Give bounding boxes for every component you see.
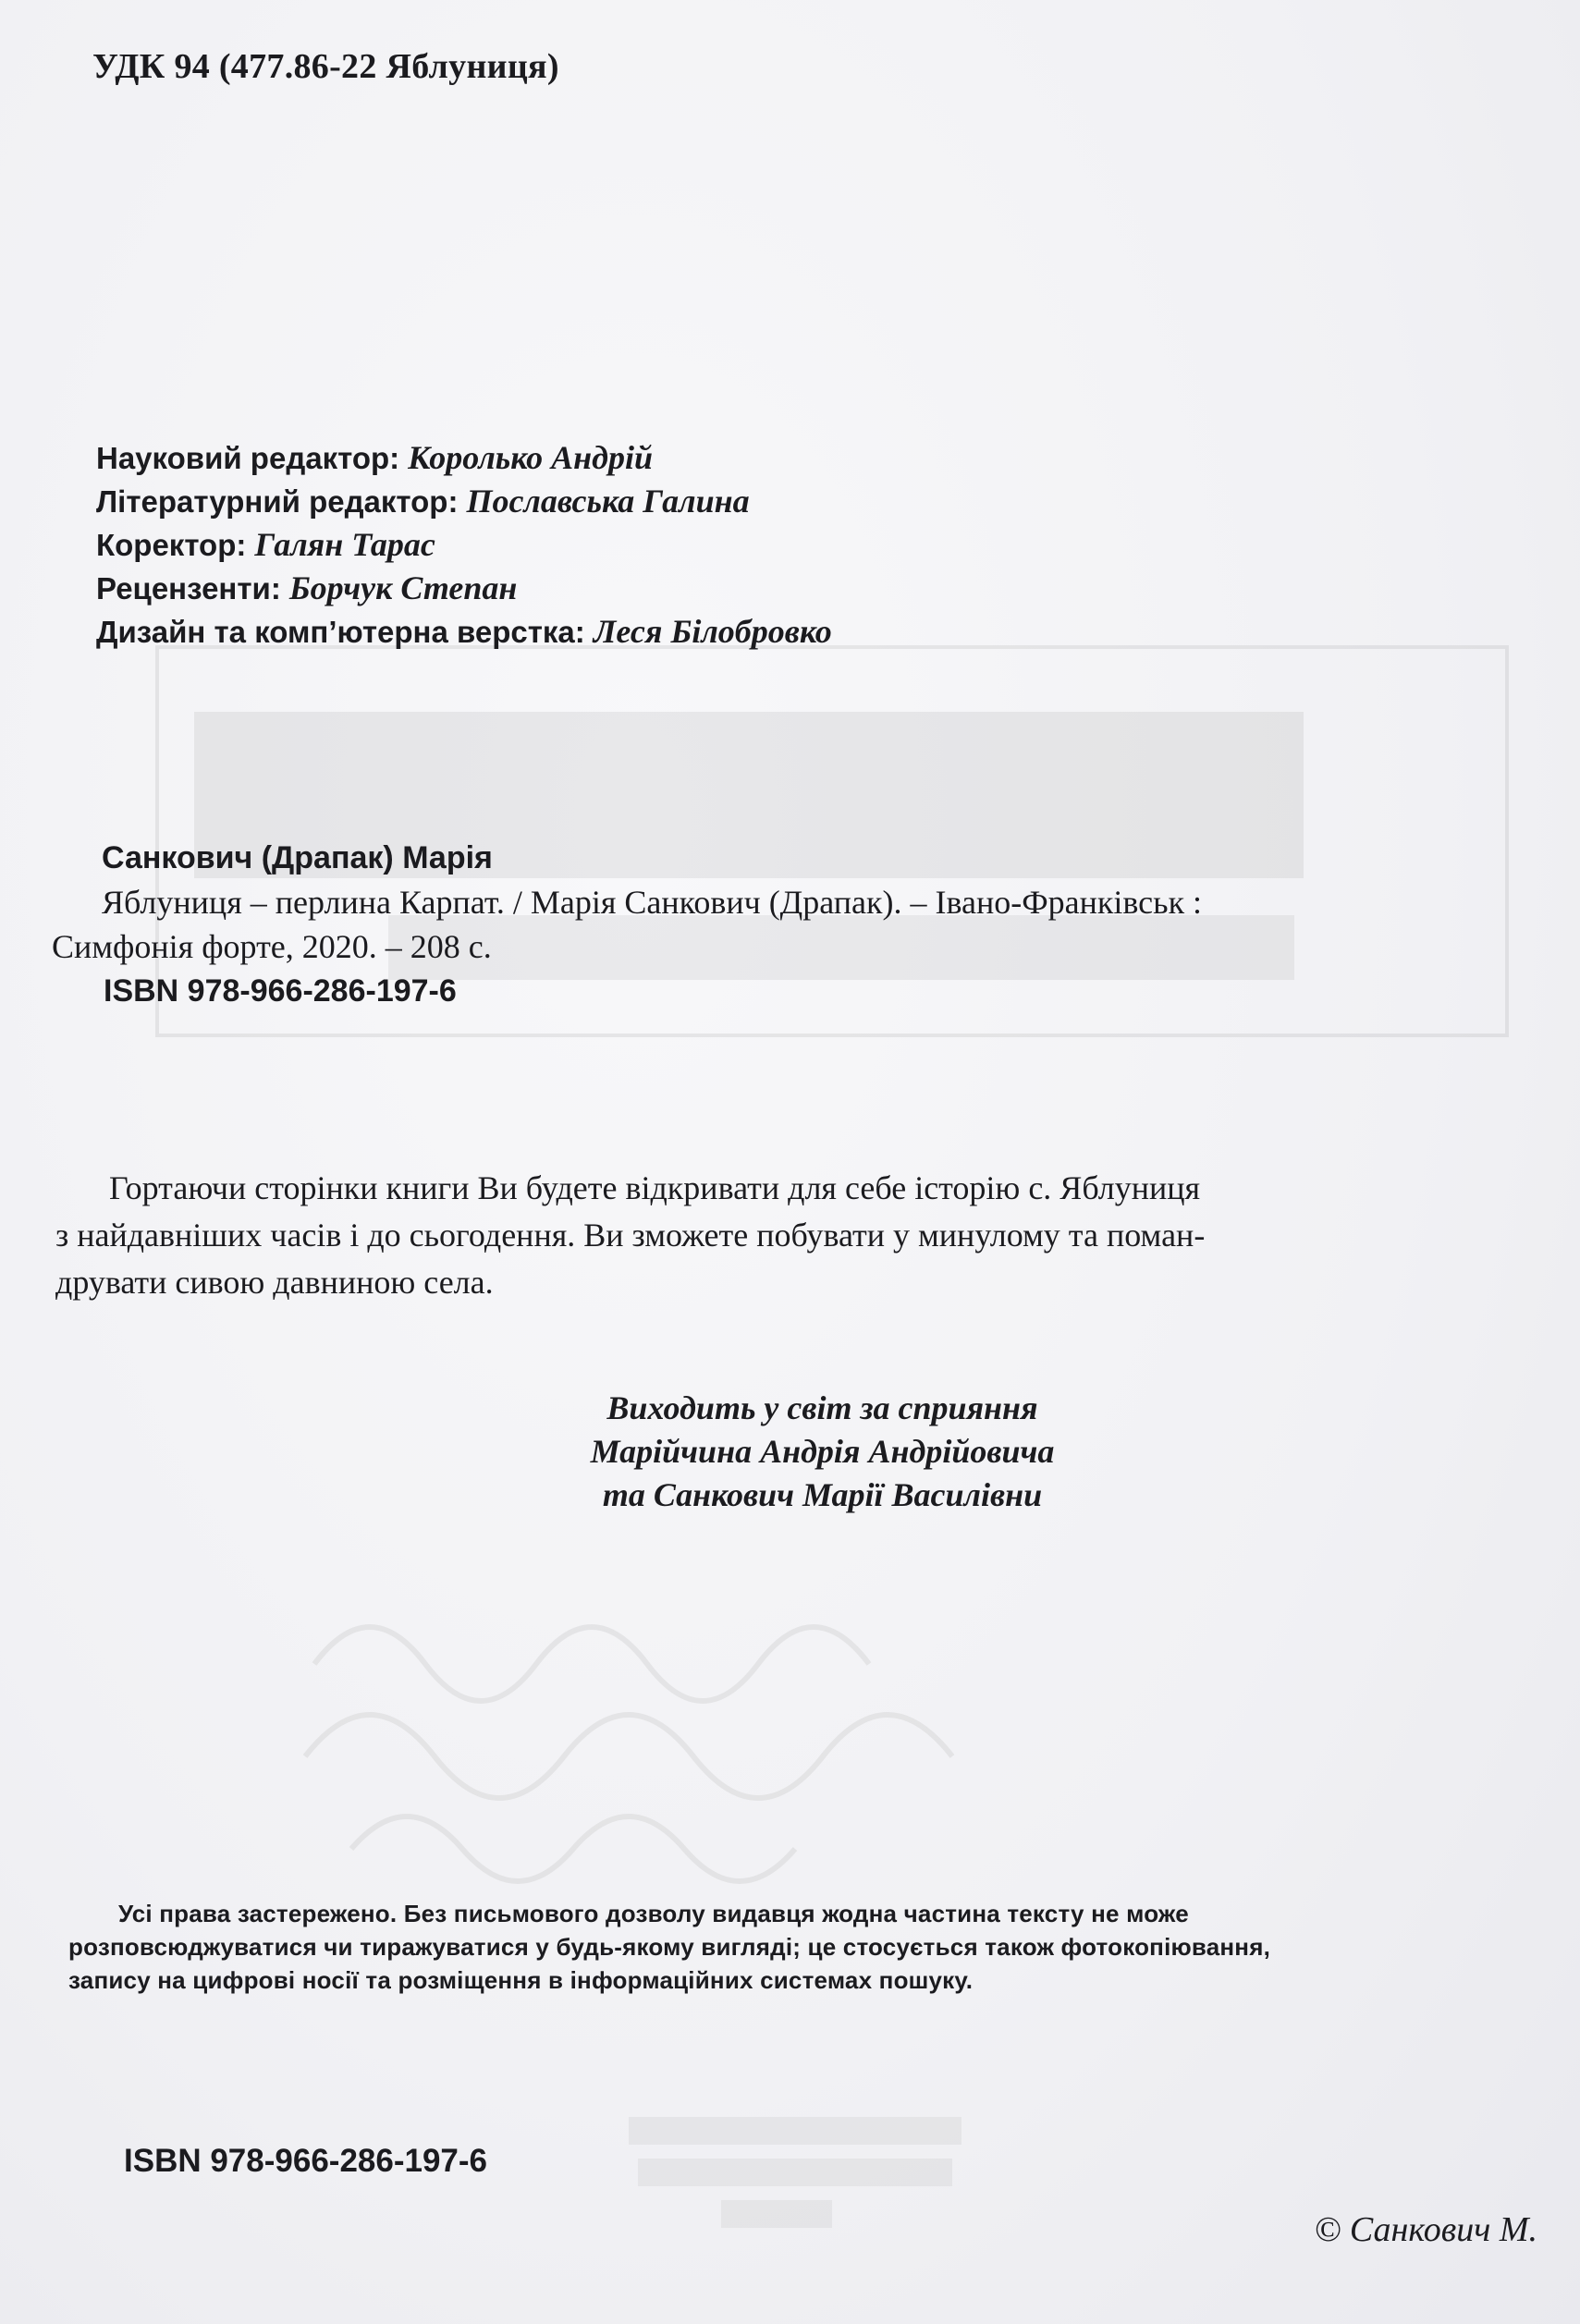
sponsor-line: Виходить у світ за сприяння	[606, 1389, 1038, 1426]
annotation-line: друвати сивою давниною села.	[55, 1264, 494, 1301]
credit-reviewers	[96, 567, 832, 610]
credit-design-layout	[96, 610, 832, 654]
annotation-line: з найдавніших часів і до сьогодення. Ви зможете побувати у минулому та поман-	[55, 1217, 1206, 1254]
credit-literary-editor	[96, 480, 832, 523]
bibliographic-description-line: Яблуниця – перлина Карпат. / Марія Санкович (Драпак). – Івано-Франківськ :	[102, 884, 1203, 921]
rights-notice	[68, 1897, 1529, 1997]
rights-line: розповсюджуватися чи тиражуватися у будь-якому вигляді; це стосується також фотокопіювання,	[68, 1933, 1271, 1961]
bibliographic-description-line: Симфонія форте, 2020. – 208 с.	[52, 928, 492, 965]
udk-code: УДК 94 (477.86-22 Яблуниця)	[92, 47, 559, 86]
credits-block	[96, 436, 832, 654]
annotation-paragraph	[55, 1165, 1535, 1306]
credit-person: Пославська Галина	[466, 483, 750, 520]
credit-role: Коректор:	[96, 528, 247, 562]
copyright-notice: © Санкович М.	[1314, 2210, 1537, 2249]
sponsor-line: Марійчина Андрія Андрійовича	[590, 1433, 1055, 1470]
rights-line: запису на цифрові носії та розміщення в інформаційних системах пошуку.	[68, 1966, 974, 1994]
credit-person: Галян Тарас	[254, 526, 435, 563]
sponsor-note	[0, 1387, 1580, 1517]
credit-person: Борчук Степан	[288, 569, 518, 606]
rights-line: Усі права застережено. Без письмового дозволу видавця жодна частина тексту не може	[118, 1900, 1189, 1927]
bibliographic-isbn: ISBN 978-966-286-197-6	[104, 973, 457, 1009]
credit-scientific-editor	[96, 436, 832, 480]
credit-role: Науковий редактор:	[96, 441, 400, 475]
credit-role: Дизайн та комп’ютерна верстка:	[96, 615, 585, 649]
credit-person: Леся Білобровко	[593, 613, 832, 650]
sponsor-line: та Санкович Марії Василівни	[602, 1476, 1043, 1513]
credit-proofreader	[96, 523, 832, 567]
annotation-line: Гортаючи сторінки книги Ви будете відкривати для себе історію с. Яблуниця	[109, 1169, 1201, 1206]
bibliographic-author: Санкович (Драпак) Марія	[102, 840, 493, 875]
credit-role: Літературний редактор:	[96, 484, 459, 519]
credit-role: Рецензенти:	[96, 571, 281, 605]
credit-person: Королько Андрій	[408, 439, 654, 476]
isbn-number: ISBN 978-966-286-197-6	[124, 2143, 488, 2179]
bibliographic-record	[52, 836, 1531, 1013]
